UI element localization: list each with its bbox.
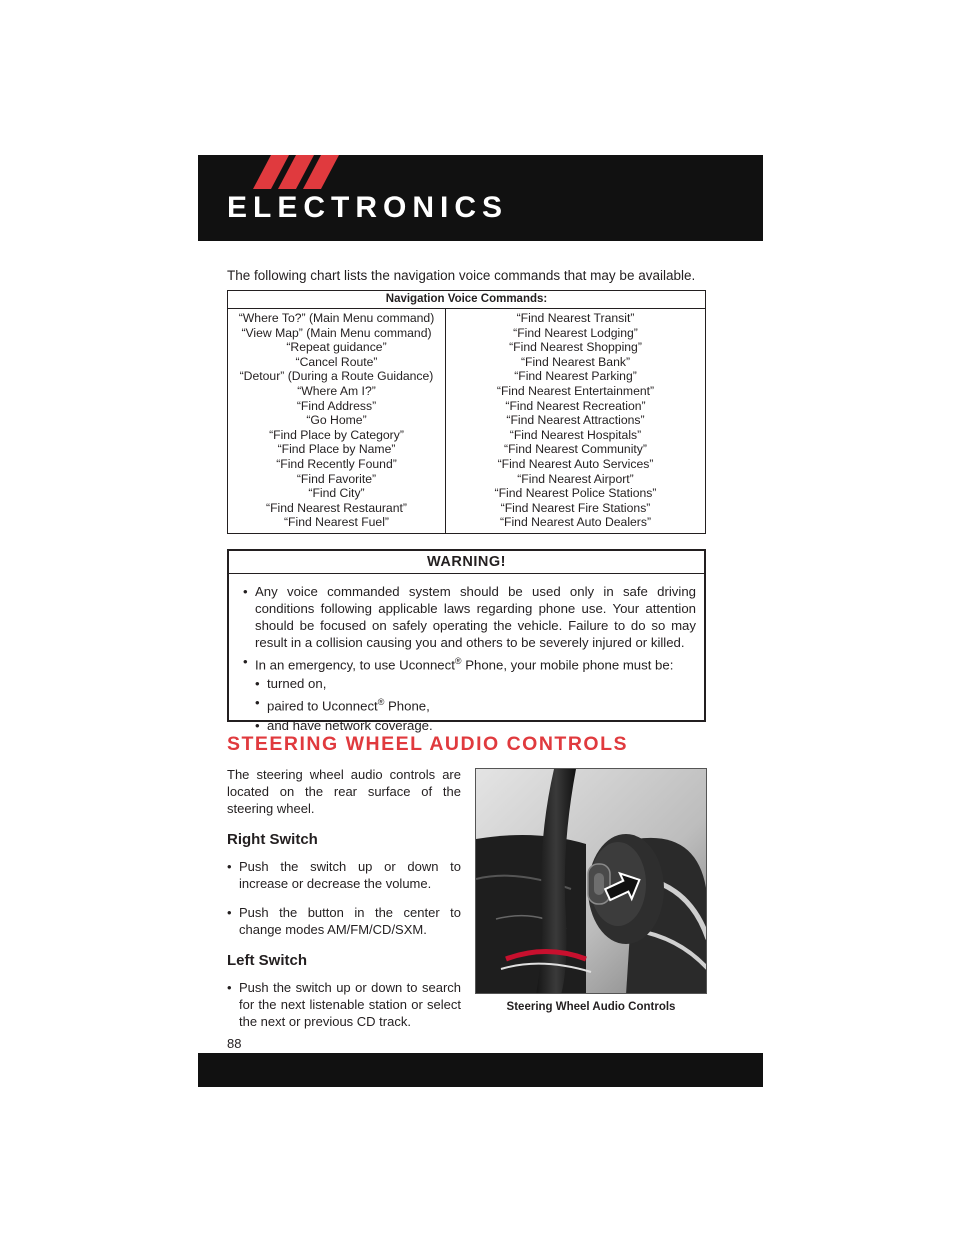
bullet-mark: •: [255, 695, 260, 711]
photo-caption: Steering Wheel Audio Controls: [506, 1001, 676, 1013]
warning-bullet: [243, 583, 696, 651]
section-title: ELECTRONICS: [227, 191, 509, 224]
registered-mark: ®: [377, 697, 385, 708]
warning-bullet: [243, 653, 696, 673]
steering-controls-heading: STEERING WHEEL AUDIO CONTROLS: [227, 733, 629, 755]
command-item: “Find Nearest Fuel”: [284, 515, 389, 530]
command-item: “Find Nearest Attractions”: [506, 413, 645, 428]
navigation-commands-table: [227, 290, 706, 534]
command-item: “Find Nearest Airport”: [517, 471, 634, 486]
warning-box: [227, 549, 706, 733]
steering-wheel-illustration: [476, 769, 707, 994]
warning-sub-text: and have network coverage.: [267, 717, 433, 733]
command-item: “Find Nearest Transit”: [516, 311, 635, 325]
table-heading: Navigation Voice Commands:: [228, 291, 705, 309]
bullet-mark: •: [243, 654, 248, 669]
steering-intro: The steering wheel audio controls are located on the rear surface of the steering wheel.: [227, 767, 461, 816]
command-item: “Find Nearest Shopping”: [509, 340, 642, 355]
warning-sub-text: turned on,: [267, 676, 327, 692]
warning-bullet-text: Phone, your mobile phone must be:: [461, 657, 674, 673]
list-item-text: Push the switch up or down to search for the next listenable station or select the next or previous CD track.: [239, 980, 461, 1029]
command-item: “Where To?” (Main Menu command): [238, 311, 435, 325]
command-item: “Repeat guidance”: [286, 340, 387, 355]
warning-sub-bullet: [243, 675, 696, 692]
bullet-mark: •: [255, 676, 260, 692]
warning-sub-text: Phone,: [384, 698, 430, 714]
command-item: “Find Nearest Lodging”: [513, 325, 638, 340]
footer-bar: [198, 1053, 763, 1087]
command-item: “Find Nearest Fire Stations”: [500, 500, 651, 515]
command-item: “Find Nearest Police Stations”: [494, 486, 657, 501]
list-item: [227, 979, 461, 1030]
command-item: “Find Place by Category”: [269, 427, 404, 442]
registered-mark: ®: [454, 656, 462, 666]
command-item: “Find Nearest Restaurant”: [266, 500, 407, 515]
command-item: “Find Nearest Parking”: [514, 369, 637, 384]
bullet-mark: •: [227, 980, 232, 995]
right-switch-heading: Right Switch: [227, 831, 318, 848]
warning-title: WARNING!: [229, 551, 704, 574]
command-item: “Find Nearest Entertainment”: [496, 383, 655, 398]
commands-left-column: [228, 309, 446, 533]
bullet-mark: •: [255, 717, 260, 733]
command-item: “Find Nearest Auto Services”: [497, 456, 654, 471]
command-item: “Find Favorite”: [296, 471, 377, 486]
commands-right-column: [446, 309, 705, 533]
list-item-text: Push the switch up or down to increase or decrease the volume.: [239, 859, 461, 891]
command-item: “Find Place by Name”: [277, 442, 396, 457]
command-item: “Where Am I?”: [297, 383, 376, 398]
command-item: “Find Address”: [296, 398, 377, 413]
command-item: “View Map” (Main Menu command): [241, 325, 432, 340]
command-item: “Find Nearest Recreation”: [505, 398, 646, 413]
intro-text: The following chart lists the navigation voice commands that may be available.: [227, 268, 696, 283]
warning-sub-bullet: [243, 694, 696, 714]
bullet-mark: •: [243, 584, 248, 599]
command-item: “Go Home”: [306, 413, 367, 428]
brand-stripes-logo: [251, 155, 341, 189]
command-item: “Find Nearest Hospitals”: [509, 427, 642, 442]
bullet-mark: •: [227, 859, 232, 874]
command-item: “Find Nearest Bank”: [520, 354, 631, 369]
command-item: “Find Nearest Auto Dealers”: [499, 515, 652, 530]
bullet-mark: •: [227, 905, 232, 920]
warning-sub-bullet: [243, 717, 696, 734]
command-item: “Find City”: [308, 486, 365, 501]
warning-bullet-text: Any voice commanded system should be used only in safe driving conditions following applicable laws regarding phone use. Your attention should be focused on safely operating the vehicle. Failure to do so may result in a collision causing you and others to be severely injured or killed.: [255, 584, 696, 650]
list-item: [227, 904, 461, 938]
section-header: [198, 155, 763, 241]
steering-controls-text: [227, 766, 461, 1042]
page-number: 88: [227, 1036, 242, 1051]
command-item: “Detour” (During a Route Guidance): [239, 369, 434, 384]
command-item: “Find Recently Found”: [276, 456, 397, 471]
steering-wheel-photo: [475, 768, 707, 994]
list-item: [227, 858, 461, 892]
left-switch-heading: Left Switch: [227, 952, 308, 969]
command-item: “Cancel Route”: [295, 354, 378, 369]
warning-sub-text: paired to Uconnect: [267, 698, 378, 714]
list-item-text: Push the button in the center to change modes AM/FM/CD/SXM.: [239, 905, 461, 937]
command-item: “Find Nearest Community”: [504, 442, 647, 457]
warning-bullet-text: In an emergency, to use Uconnect: [255, 657, 455, 673]
